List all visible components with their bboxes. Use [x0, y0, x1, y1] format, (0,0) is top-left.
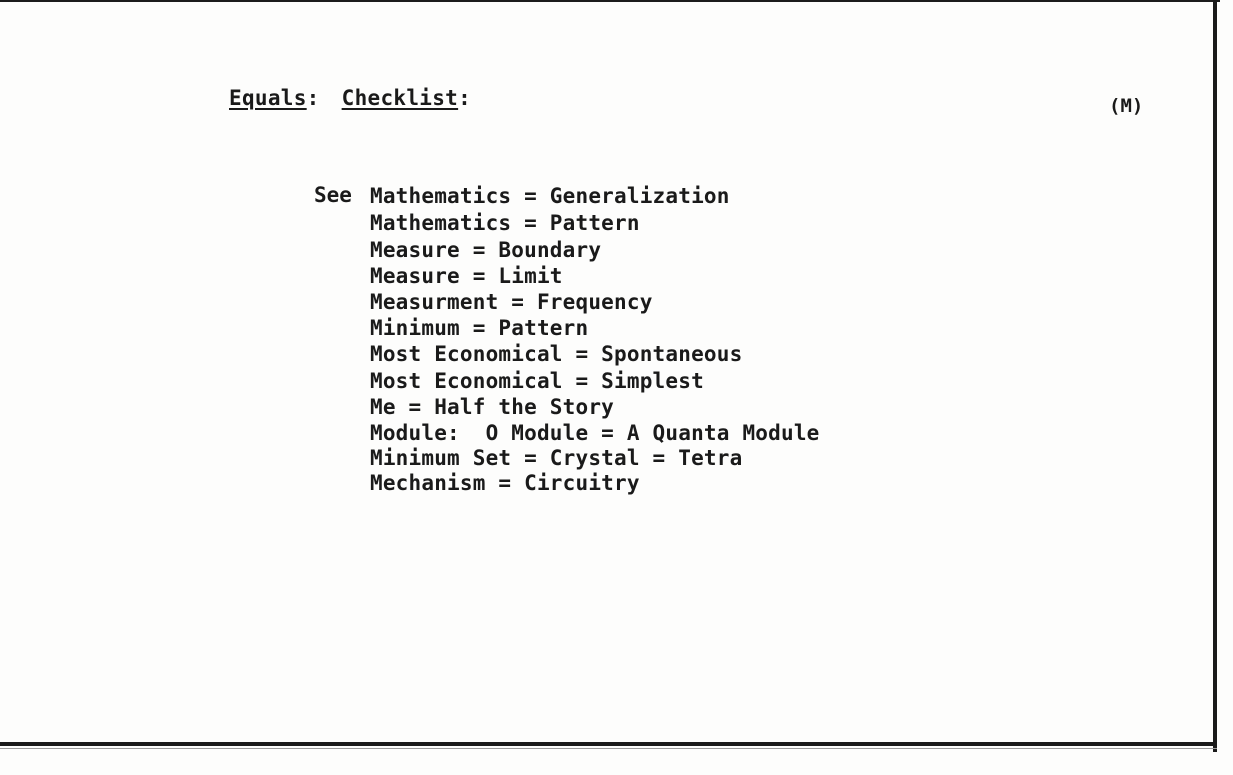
heading-subtitle-colon: :: [458, 86, 472, 110]
cross-reference-item: Measurment = Frequency: [370, 290, 653, 314]
cross-reference-item: Me = Half the Story: [370, 395, 615, 419]
cross-reference-item: Measure = Boundary: [370, 238, 602, 262]
see-label: See: [314, 183, 352, 207]
section-code: (M): [1109, 95, 1144, 117]
cross-reference-list: [370, 183, 820, 496]
cross-reference-item: Mathematics = Pattern: [370, 211, 640, 235]
cross-reference-item: Module: O Module = A Quanta Module: [370, 421, 820, 445]
cross-reference-item: Mathematics = Generalization: [370, 184, 730, 208]
cross-reference-item: Most Economical = Spontaneous: [370, 342, 743, 366]
top-border: [0, 0, 1220, 2]
cross-reference-item: Measure = Limit: [370, 264, 563, 288]
heading-separator: :: [306, 86, 320, 110]
cross-reference-item: Minimum = Pattern: [370, 316, 589, 340]
heading-term: Equals: [229, 86, 307, 110]
bottom-border: [0, 742, 1217, 746]
cross-reference-item: Mechanism = Circuitry: [370, 471, 640, 495]
bottom-border-shadow: [0, 748, 1217, 749]
cross-reference-item: Most Economical = Simplest: [370, 369, 704, 393]
heading-subtitle: Checklist: [341, 86, 459, 110]
right-border: [1213, 0, 1217, 752]
page-heading: [229, 86, 471, 110]
cross-reference-item: Minimum Set = Crystal = Tetra: [370, 446, 743, 470]
